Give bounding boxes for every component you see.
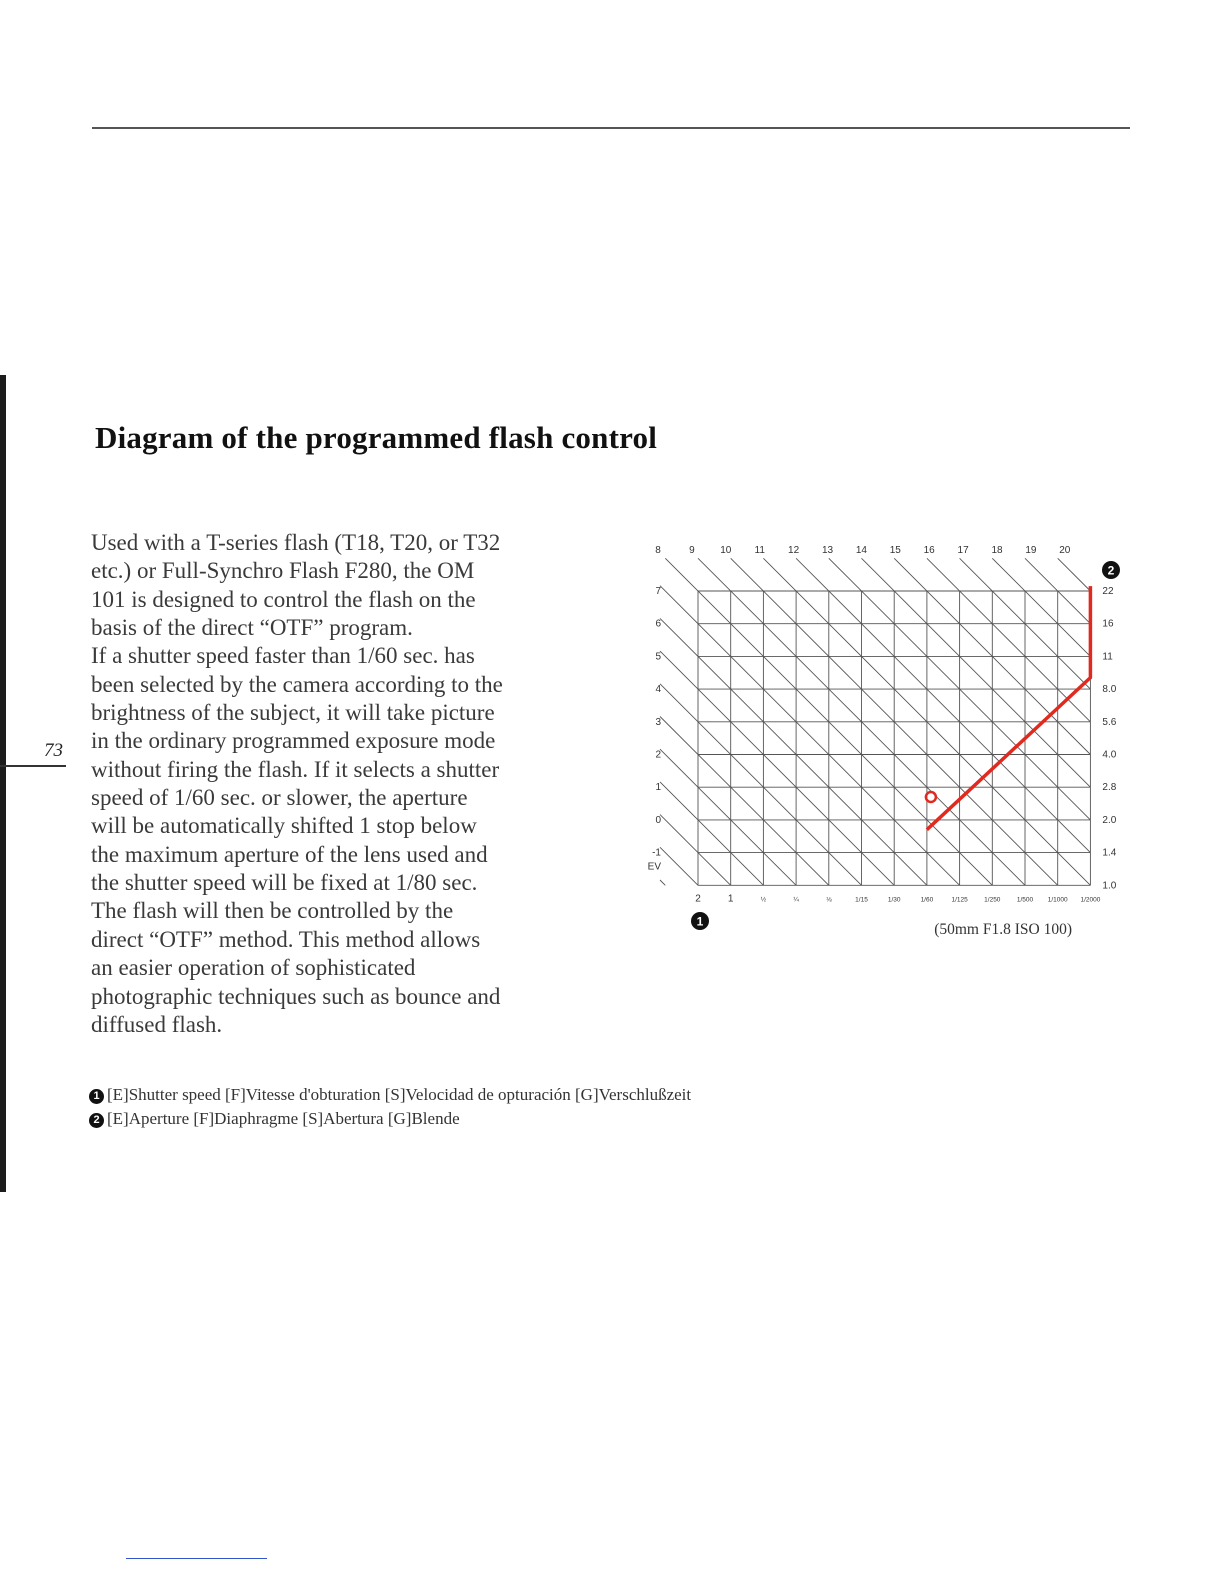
shutter-speed-label: 1/125	[951, 896, 968, 904]
top-ev-label: 17	[957, 545, 969, 556]
top-ev-label: 19	[1025, 545, 1037, 556]
section-rule	[92, 127, 1130, 129]
marker-1-icon: 1	[89, 1089, 104, 1104]
shutter-speed-label: ⅛	[826, 896, 832, 904]
left-ev-label: 3	[655, 716, 661, 728]
aperture-label: 1.4	[1102, 847, 1117, 859]
body-line: the shutter speed will be fixed at 1/80 sec.	[91, 870, 478, 896]
ev-diagonal-line	[660, 815, 731, 886]
shutter-speed-label: 1/15	[855, 896, 868, 904]
ev-diagonal-line	[660, 847, 698, 885]
shutter-speed-label: 1	[727, 893, 734, 905]
ev-diagonal-line	[660, 880, 665, 885]
footnote-text: [E]Aperture [F]Diaphragme [S]Abertura [G]Blende	[107, 1109, 460, 1128]
ev-diagonal-line	[927, 558, 1091, 722]
aperture-label: 8.0	[1102, 684, 1117, 696]
aperture-label: 5.6	[1102, 716, 1117, 728]
body-line: will be automatically shifted 1 stop below	[91, 813, 477, 839]
shutter-speed-label: ½	[760, 896, 767, 904]
ev-diagonal-line	[1058, 558, 1091, 591]
shutter-speed-label: 1/1000	[1047, 896, 1068, 904]
aperture-label: 2.0	[1102, 814, 1117, 826]
left-ev-label: 2	[655, 749, 661, 761]
body-line: direct “OTF” method. This method allows	[91, 926, 481, 952]
body-line: diffused flash.	[91, 1011, 223, 1037]
shutter-speed-label: 1/2000	[1080, 896, 1101, 904]
ev-diagonal-line	[660, 618, 927, 885]
body-line: without firing the flash. If it selects a shutter	[91, 756, 500, 782]
programmed-flash-diagram	[630, 530, 1130, 940]
body-line: an easier operation of sophisticated	[91, 955, 416, 981]
left-ev-label: 0	[655, 814, 661, 826]
ev-diagonal-line	[660, 749, 796, 885]
top-ev-label: 20	[1059, 545, 1071, 556]
body-line: The flash will then be controlled by the	[91, 898, 454, 924]
shutter-speed-label: 1/250	[984, 896, 1001, 904]
top-ev-label: 11	[754, 545, 765, 556]
bottom-link-rule	[126, 1558, 267, 1559]
flash-sync-point-marker	[926, 792, 936, 802]
top-ev-label: 8	[655, 545, 661, 556]
left-ev-label: -1	[652, 847, 661, 859]
body-line: in the ordinary programmed exposure mode	[91, 728, 496, 754]
left-ev-label: 6	[655, 618, 661, 630]
marker-2-icon-label: 2	[1107, 563, 1115, 578]
ev-diagonal-line	[862, 558, 1091, 787]
body-line: speed of 1/60 sec. or slower, the aperture	[91, 785, 468, 811]
top-ev-label: 15	[889, 545, 901, 556]
diagram-caption: (50mm F1.8 ISO 100)	[934, 921, 1072, 938]
shutter-speed-label: ¼	[793, 896, 799, 904]
ev-diagonal-line	[660, 586, 960, 886]
body-line: etc.) or Full-Synchro Flash F280, the OM	[91, 558, 475, 584]
footnote-aperture	[89, 1109, 460, 1129]
top-ev-label: 18	[991, 545, 1003, 556]
body-line: basis of the direct “OTF” program.	[91, 615, 413, 641]
body-line: If a shutter speed faster than 1/60 sec. has	[91, 643, 475, 669]
top-ev-label: 16	[923, 545, 935, 556]
body-line: been selected by the camera according to the	[91, 671, 503, 697]
body-line: brightness of the subject, it will take picture	[91, 700, 495, 726]
aperture-label: 22	[1102, 586, 1114, 597]
aperture-label: 11	[1102, 651, 1113, 663]
ev-diagonal-line	[660, 684, 862, 886]
body-paragraph	[91, 529, 591, 1039]
aperture-label: 2.8	[1102, 782, 1117, 794]
marker-2-icon: 2	[89, 1113, 104, 1128]
top-ev-label: 9	[689, 545, 695, 556]
page-number: 73	[44, 740, 63, 761]
shutter-speed-label: 1/60	[920, 896, 934, 904]
page-number-rule	[0, 765, 66, 767]
body-line: 101 is designed to control the flash on the	[91, 586, 476, 612]
aperture-label: 16	[1102, 618, 1114, 630]
body-line: photographic techniques such as bounce and	[91, 983, 501, 1009]
page-title: Diagram of the programmed flash control	[95, 420, 658, 455]
left-ev-label: 1	[655, 782, 661, 794]
page-binding-edge	[0, 375, 6, 1192]
flash-program-line	[927, 586, 1091, 830]
footnote-shutter-speed	[89, 1085, 691, 1105]
top-ev-label: 14	[855, 545, 867, 556]
top-ev-label: 10	[720, 545, 732, 556]
body-line: the maximum aperture of the lens used and	[91, 841, 488, 867]
ev-diagonal-line	[796, 558, 1090, 852]
ev-diagonal-line	[992, 558, 1090, 656]
ev-diagonal-line	[660, 782, 763, 885]
marker-1-icon-label: 1	[696, 914, 704, 929]
aperture-label: 4.0	[1102, 749, 1117, 761]
left-ev-label: 7	[655, 586, 661, 597]
footnote-text: [E]Shutter speed [F]Vitesse d'obturation [S]Velocidad de opturación [G]Verschlußzeit	[107, 1085, 692, 1104]
left-ev-label: 5	[655, 651, 661, 663]
shutter-speed-label: 1/30	[887, 896, 901, 904]
top-ev-label: 13	[821, 545, 834, 556]
body-line: Used with a T-series flash (T18, T20, or T32	[91, 530, 501, 555]
shutter-speed-label: 1/500	[1016, 896, 1034, 904]
ev-axis-unit: EV	[647, 861, 661, 873]
top-ev-label: 12	[788, 545, 800, 556]
shutter-speed-label: 2	[695, 893, 701, 905]
left-ev-label: 4	[655, 684, 661, 696]
ev-diagonal-line	[660, 717, 829, 886]
aperture-label: 1.0	[1102, 880, 1117, 892]
